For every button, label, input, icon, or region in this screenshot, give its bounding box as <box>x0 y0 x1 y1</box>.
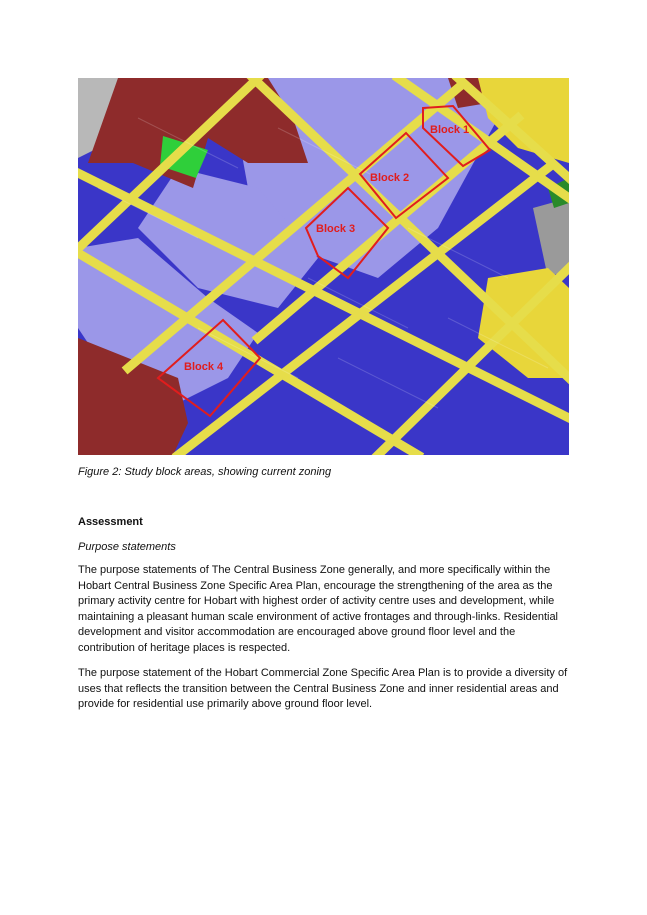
block-3-label: Block 3 <box>316 223 356 235</box>
section-heading: Assessment <box>78 516 143 528</box>
zoning-map-figure <box>78 78 569 455</box>
section-subheading: Purpose statements <box>78 541 176 553</box>
body-paragraph: The purpose statement of the Hobart Commercial Zone Specific Area Plan is to provide a diversity of uses that reflects the transition between the Central Business Zone and inner residential areas and provide for residential use primarily above ground floor level. <box>78 667 568 711</box>
figure-caption: Figure 2: Study block areas, showing current zoning <box>78 466 332 478</box>
block-4-label: Block 4 <box>184 361 224 373</box>
body-paragraph: The purpose statements of The Central Business Zone generally, and more specifically within the Hobart Central Business Zone Specific Area Plan, encourage the strengthening of the area as the primary activity centre for Hobart with highest order of activity centre uses and development, while maintaining a pleasant human scale environment of active frontages and through-links. Residential development and visitor accommodation are encouraged above ground floor level and the contribution of heritage places is respected. <box>78 564 559 654</box>
zoning-map <box>78 78 569 455</box>
block-1-label: Block 1 <box>430 124 470 136</box>
block-2-label: Block 2 <box>370 172 410 184</box>
